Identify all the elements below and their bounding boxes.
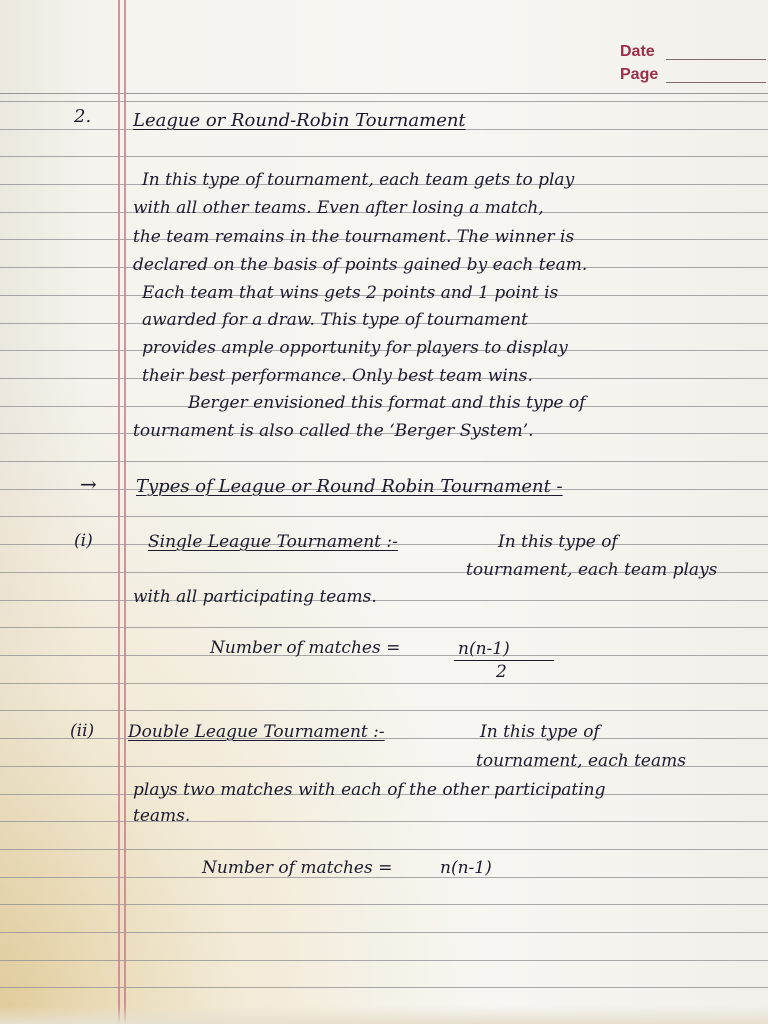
ruled-line: [0, 156, 768, 157]
date-label: Date: [620, 43, 655, 60]
page-bottom-edge: [0, 1006, 768, 1024]
paragraph-line: Berger envisioned this format and this type of: [188, 393, 586, 413]
formula-denominator: 2: [496, 662, 507, 682]
subitem-number: (ii): [70, 721, 95, 741]
ruled-line: [0, 627, 768, 628]
margin-line-right: [124, 0, 126, 1024]
subitem-text: tournament, each team plays: [466, 560, 718, 580]
ruled-line: [0, 960, 768, 961]
subitem-number: (i): [74, 531, 93, 551]
formula-label: Number of matches =: [202, 858, 393, 878]
paragraph-line: with all other teams. Even after losing a match,: [133, 198, 544, 218]
formula-numerator: n(n-1): [458, 639, 510, 659]
paragraph-line: the team remains in the tournament. The winner is: [133, 227, 575, 247]
ruled-line: [0, 461, 768, 462]
ruled-line: [0, 710, 768, 711]
subitem-text: with all participating teams.: [133, 587, 377, 607]
ruled-line: [0, 683, 768, 684]
subitem-text: In this type of: [480, 722, 600, 742]
paragraph-line: In this type of tournament, each team gets to play: [142, 170, 575, 190]
paragraph-line: provides ample opportunity for players to display: [142, 338, 568, 358]
paragraph-line: awarded for a draw. This type of tournament: [142, 310, 529, 330]
ruled-line: [0, 821, 768, 822]
date-field-line: [666, 59, 766, 60]
top-rule: [0, 93, 768, 94]
item-number: 2.: [74, 106, 92, 127]
subsection-heading: Types of League or Round Robin Tournament -: [136, 476, 563, 497]
subitem-text: tournament, each teams: [476, 751, 686, 771]
paragraph-line: their best performance. Only best team wins.: [142, 366, 533, 386]
ruled-line: [0, 849, 768, 850]
page-label: Page: [620, 66, 659, 83]
ruled-line: [0, 516, 768, 517]
section-heading: League or Round-Robin Tournament: [133, 110, 466, 131]
page-field-line: [666, 82, 766, 83]
subitem-text: teams.: [133, 806, 191, 826]
subitem-heading: Single League Tournament :-: [148, 532, 398, 552]
margin-line-left: [118, 0, 120, 1024]
ruled-line: [0, 600, 768, 601]
paragraph-line: declared on the basis of points gained by each team.: [133, 255, 588, 275]
ruled-line: [0, 101, 768, 102]
ruled-line: [0, 932, 768, 933]
ruled-line: [0, 904, 768, 905]
paragraph-line: Each team that wins gets 2 points and 1 point is: [142, 283, 559, 303]
formula-expression: n(n-1): [440, 858, 492, 878]
subitem-heading: Double League Tournament :-: [128, 722, 385, 742]
formula-label: Number of matches =: [210, 638, 401, 658]
ruled-line: [0, 987, 768, 988]
subitem-text: plays two matches with each of the other participating: [133, 780, 606, 800]
paragraph-line: tournament is also called the ‘Berger System’.: [133, 421, 534, 441]
fraction-bar: [454, 660, 554, 661]
subitem-text: In this type of: [498, 532, 618, 552]
arrow-bullet: →: [80, 472, 97, 496]
